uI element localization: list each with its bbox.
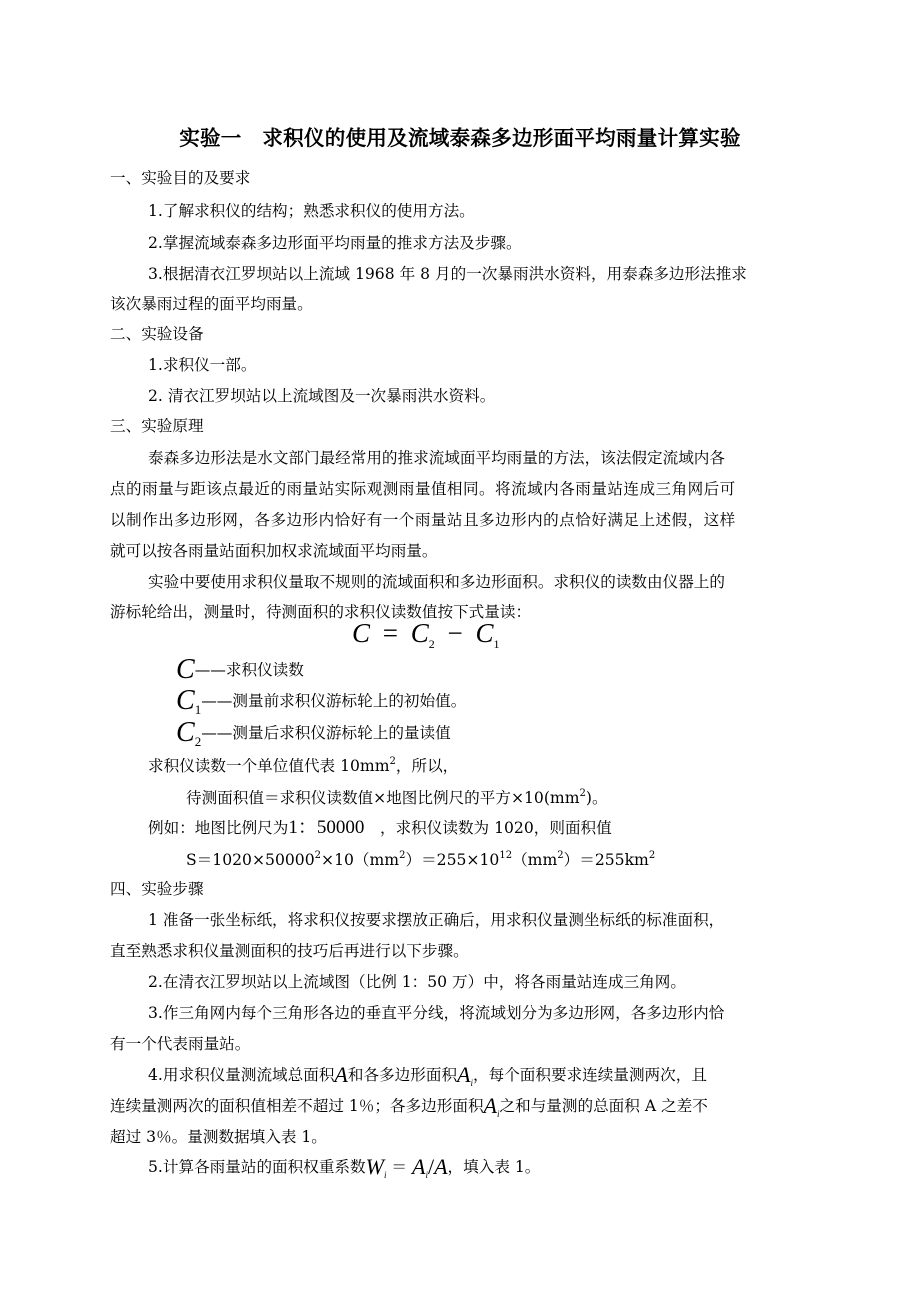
s3-para-1-line-3: 以制作出多边形网，各多边形内恰好有一个雨量站且多边形内的点恰好满足上述假，这样 [110, 511, 736, 529]
def-c2-symbol: $C_2$ [176, 717, 202, 749]
s4-step-5: 5.计算各雨量站的面积权重系数$W_i = A_i/A$，填入表 1。 [148, 1154, 541, 1180]
formula-c2-sub: 2 [428, 637, 435, 651]
s3-para-1-line-4: 就可以按各雨量站面积加权求流域面平均雨量。 [110, 542, 438, 560]
s4-step-1-line-1: 1 准备一张坐标纸，将求积仪按要求摆放正确后，用求积仪量测坐标纸的标准面积， [148, 911, 725, 929]
symbol-total-area: A [334, 1062, 348, 1087]
formula-c1: C [475, 618, 494, 648]
def-c1-text: ——测量前求积仪游标轮上的初始值。 [201, 692, 467, 710]
s2-item-1: 1.求积仪一部。 [148, 356, 257, 374]
symbol-weight: $W_i$ [365, 1154, 387, 1180]
planimeter-formula [352, 618, 500, 652]
def-c-text: ——求积仪读数 [194, 661, 304, 679]
area-equation: 待测面积值＝求积仪读数值×地图比例尺的平方$\times 10(mm^2)$。 [186, 788, 608, 807]
example-scale: 1：50000 [288, 817, 365, 838]
s4-step-4-line-3: 超过 3％。量测数据填入表 1。 [110, 1128, 327, 1146]
s1-item-2: 2.掌握流域泰森多边形面平均雨量的推求方法及步骤。 [148, 234, 522, 252]
symbol-polygon-area: $A_i$ [457, 1062, 474, 1088]
definition-c2 [176, 717, 451, 750]
section-2-heading: 二、实验设备 [110, 325, 204, 343]
s4-step-1-line-2: 直至熟悉求积仪量测面积的技巧后再进行以下步骤。 [110, 942, 469, 960]
symbol-weight-formula: $A_i/A$ [412, 1154, 448, 1180]
s4-step-4-line-1: 4.用求积仪量测流域总面积A和各多边形面积$A_i$，每个面积要求连续量测两次，且 [148, 1062, 707, 1088]
symbol-polygon-area-2: $A_i$ [483, 1093, 500, 1119]
s3-para-2-line-1: 实验中要使用求积仪量取不规则的流域面积和多边形面积。求积仪的读数由仪器上的 [148, 573, 725, 591]
formula-c2: C [410, 618, 429, 648]
formula-lhs: C [352, 618, 371, 648]
s4-step-4-line-2: 连续量测两次的面积值相差不超过 1％；各多边形面积$A_i$之和与量测的总面积 A 之差不 [110, 1093, 708, 1119]
s1-item-3-line-1: 3.根据清衣江罗坝站以上流域 1968 年 8 月的一次暴雨洪水资料，用泰森多边形法推求 [148, 265, 747, 283]
s3-para-2-line-2: 游标轮给出，测量时，待测面积的求积仪读数值按下式量读： [110, 603, 532, 621]
example-statement: 例如：地图比例尺为1：50000 ，求积仪读数为 1020，则面积值 [148, 817, 612, 838]
document-title: 实验一 求积仪的使用及流域泰森多边形面平均雨量计算实验 [179, 126, 741, 150]
example-calculation: $S=1020\times 50000^2\times 10(mm^2)=255\times 10^{12}(mm^2)=255km^2$ [186, 850, 656, 869]
def-c1-symbol: $C_1$ [176, 685, 202, 717]
definition-c [176, 654, 304, 686]
unit-statement: 求积仪读数一个单位值代表 $10mm^2$，所以， [148, 756, 459, 775]
formula-minus: − [447, 618, 463, 648]
definition-c1 [176, 685, 466, 718]
def-c-symbol: C [176, 654, 195, 685]
s3-para-1-line-1: 泰森多边形法是水文部门最经常用的推求流域面平均雨量的方法，该法假定流域内各 [148, 449, 725, 467]
s2-item-2: 2. 清衣江罗坝站以上流域图及一次暴雨洪水资料。 [148, 387, 496, 405]
def-c2-text: ——测量后求积仪游标轮上的量读值 [201, 724, 451, 742]
s4-step-3-line-2: 有一个代表雨量站。 [110, 1035, 251, 1053]
section-3-heading: 三、实验原理 [110, 417, 204, 435]
s3-para-1-line-2: 点的雨量与距该点最近的雨量站实际观测雨量值相同。将流域内各雨量站连成三角网后可 [110, 480, 736, 498]
section-4-heading: 四、实验步骤 [110, 880, 204, 898]
s4-step-3-line-1: 3.作三角网内每个三角形各边的垂直平分线，将流域划分为多边形网，各多边形内恰 [148, 1004, 725, 1022]
s1-item-3-line-2: 该次暴雨过程的面平均雨量。 [110, 295, 313, 313]
section-1-heading: 一、实验目的及要求 [110, 169, 251, 187]
s4-step-2: 2.在清衣江罗坝站以上流域图（比例 1：50 万）中，将各雨量站连成三角网。 [148, 973, 686, 991]
formula-equals: = [382, 618, 398, 648]
formula-c1-sub: 1 [493, 637, 500, 651]
s1-item-1: 1.了解求积仪的结构；熟悉求积仪的使用方法。 [148, 202, 475, 220]
